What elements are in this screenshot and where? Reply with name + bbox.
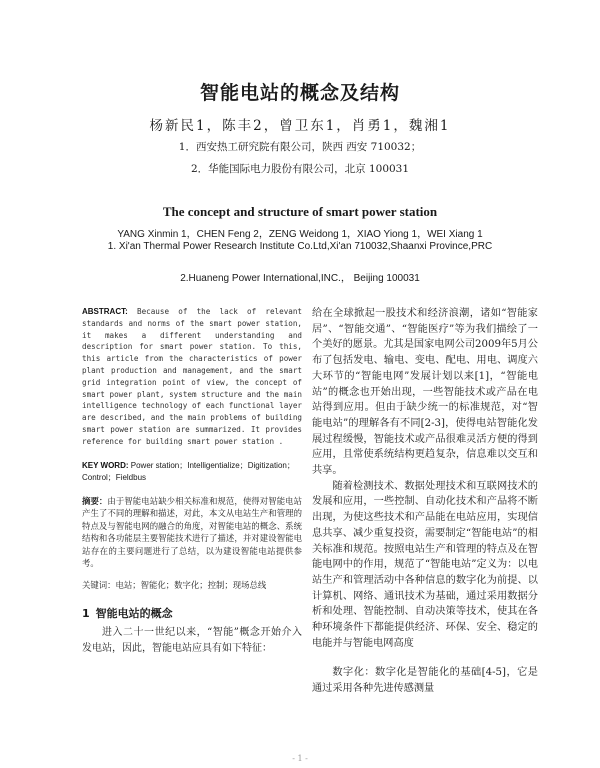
paper-title-cn: 智能电站的概念及结构 [199, 82, 400, 104]
section-1-paragraph: 进入二十一世纪以来，“智能”概念开始介入发电站，因此，智能电站应具有如下特征： [82, 627, 302, 654]
abstract-cn [82, 495, 302, 570]
abstract-en-label: ABSTRACT: [82, 307, 128, 316]
authors-en: YANG Xinmin 1，CHEN Feng 2，ZENG Weidong 1，XIAO Yiong 1，WEI Xiang 1 [117, 229, 483, 240]
affiliation-2-en: 2.Huaneng Power International,INC.， Beijing 100031 [180, 273, 420, 284]
left-column [82, 306, 302, 656]
keywords-en-text: Power station；Intelligentialize；Digitization；Control；Fieldbus [82, 460, 295, 483]
abstract-cn-label: 摘要： [82, 495, 108, 506]
abstract-en-text: Because of the lack of relevant standards and norms of the smart power station, it makes a different understanding and description for smart power station. To this, this article from the characteristics of power plant production and management, and the smart grid integration point of view, the concept of smart power plant, system structure and the main intelligence technology of each functional layer are described, and the main problems of building smart power station are summarized. It provides reference for building smart power station . [82, 307, 302, 446]
affiliation-1-cn: 1．西安热工研究院有限公司，陕西 西安 710032； [178, 141, 422, 153]
keywords-cn-label: 关键词： [82, 579, 116, 590]
right-paragraph-1: 给在全球掀起一股技术和经济浪潮，诸如“智能家居”、“智能交通”、“智能医疗”等为我们描绘了一个美好的愿景。尤其是国家电网公司2009年5月公布了包括发电、输电、变电、配电、用电、调度六大环节的“智能电网”发展计划以来[1]，“智能电站”的概念也开始出现，一些智能技术或产品在电站得到应用。但由于缺少统一的标准规范，对“智能电站”的理解各有不同[2-3]，使得电站智能化发展过程缓慢，智能技术或产品很难灵活方便的得到应用，且常使系统结构更趋复杂，信息难以交互和共享。 [312, 308, 538, 477]
keywords-cn-text: 电站；智能化；数字化；控制；现场总线 [115, 579, 267, 590]
right-paragraph-3: 数字化：数字化是智能化的基础[4-5]，它是通过采用各种先进传感测量 [312, 667, 538, 695]
page-number: - 1 - [292, 754, 308, 763]
keywords-cn [82, 579, 302, 592]
right-paragraph-2: 随着检测技术、数据处理技术和互联网技术的发展和应用，一些控制、自动化技术和产品将不断出现，为使这些技术和产品能在电站应用，实现信息共享、减少重复投资，需要制定“智能电站”的相关标准和规范。按照电站生产和管理的特点及在智能电网中的作用，规范了“智能电站”定义为：以电站生产和管理活动中各种信息的数字化为前提、以计算机、网络、通讯技术为基础，通过采用数据分析和处理、智能控制、自动决策等技术，使其在各种环境条件下都能提供经济、环保、安全、稳定的电能并与智能电网高度 [312, 480, 538, 649]
right-column [312, 306, 538, 697]
affiliation-1-en: 1. Xi'an Thermal Power Research Institute Co.Ltd,Xi'an 710032,Shaanxi Province,PRC [107, 241, 493, 252]
keywords-en-label: KEY WORD: [82, 460, 129, 470]
authors-cn: 杨新民1，陈丰2，曾卫东1，肖勇1，魏湘1 [149, 118, 451, 134]
abstract-cn-text: 由于智能电站缺少相关标准和规范，使得对智能电站产生了不同的理解和描述，对此，本文从电站生产和管理的特点及与智能电网的融合的角度，对智能电站的概念、系统结构和各功能层主要智能技术进行了描述，并对建设智能电站存在的主要问题进行了总结，以为建设智能电站提供参考。 [82, 495, 303, 569]
abstract-en [82, 306, 302, 448]
section-1-heading [82, 605, 302, 621]
section-1-number: 1 [82, 607, 90, 621]
section-1-title: 智能电站的概念 [95, 607, 173, 621]
keywords-en [82, 460, 302, 485]
paper-title-en: The concept and structure of smart power station [162, 204, 438, 219]
affiliation-2-cn: 2．华能国际电力股份有限公司，北京 100031 [190, 163, 410, 175]
